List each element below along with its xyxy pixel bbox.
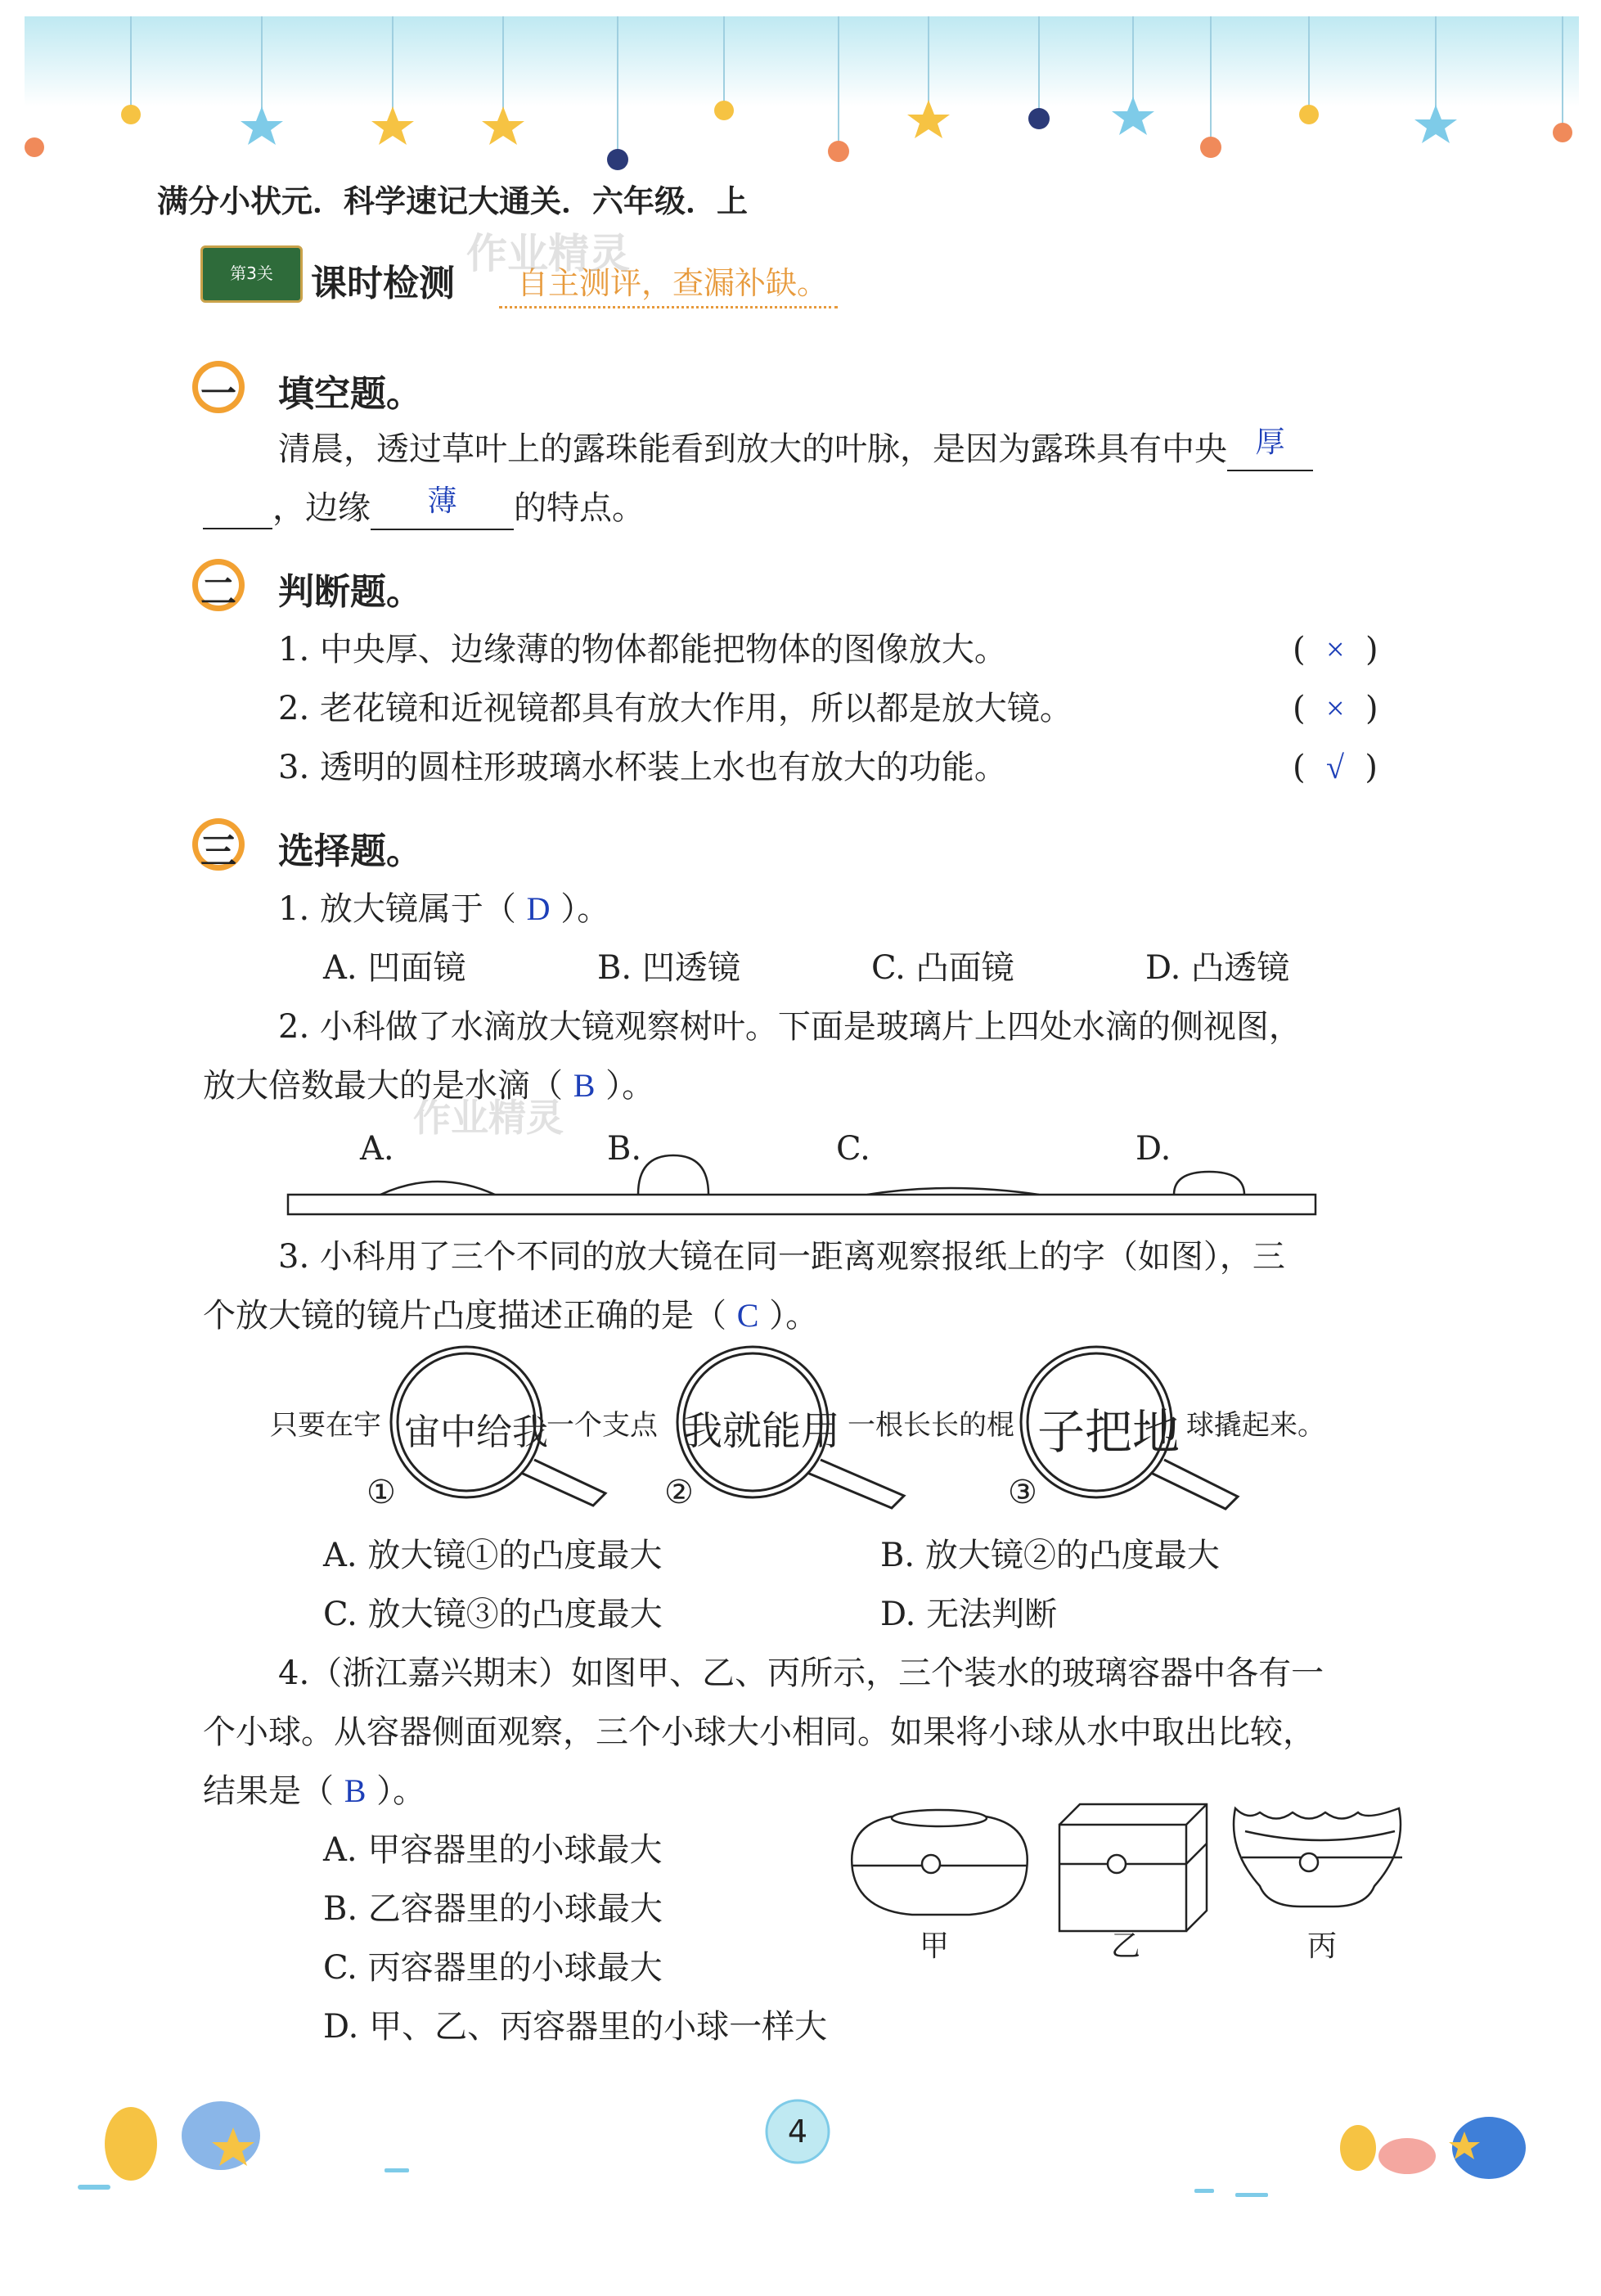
containers-figure (843, 1792, 1415, 1947)
stage-subtitle: 自主测评，查漏补缺。 (499, 258, 838, 308)
container-jia (852, 1810, 1028, 1915)
stage-title: 课时检测 (311, 263, 455, 304)
s3-q4-option: B. 乙容器里的小球最大 (323, 1890, 663, 1928)
s3-q2-answer: B (573, 1067, 596, 1104)
s2-item: 1. 中央厚、边缘薄的物体都能把物体的图像放大。 (278, 631, 1007, 669)
watermark-middle: 作业精灵 (413, 1096, 564, 1140)
magnifier-label-2: ② (664, 1474, 694, 1511)
s1-answer1: 厚 (1255, 425, 1285, 458)
drop-a (380, 1182, 495, 1195)
s2-answer-bracket: ( × ) (1293, 690, 1378, 727)
container-label-jia: 甲 (920, 1929, 950, 1963)
drop-label-d: D. (1136, 1130, 1172, 1168)
s3-q3-option: D. 无法判断 (880, 1596, 1058, 1633)
s3-q1-option: D. 凸透镜 (1145, 949, 1290, 987)
s3-q4-line3 (203, 1772, 425, 1811)
s3-q2-text-b: ）。 (605, 1067, 655, 1105)
s3-q2-line1: 2. 小科做了水滴放大镜观察树叶。下面是玻璃片上四处水滴的侧视图， (278, 1008, 1302, 1046)
s3-q2-text-a: 放大倍数最大的是水滴（ (203, 1067, 563, 1105)
section2-number: 二 (200, 571, 236, 613)
top-decoration (0, 0, 1601, 180)
s1-question-line2 (203, 484, 645, 530)
s3-q3-text-a: 个放大镜的镜片凸度描述正确的是（ (203, 1297, 726, 1335)
drop-d (1174, 1172, 1244, 1195)
sentence-part-3: 一根长长的棍 (848, 1409, 1014, 1442)
s2-answer: × (1326, 631, 1345, 668)
magnified-text-1: 宙中给我 (404, 1411, 548, 1453)
s3-q1-option: B. 凹透镜 (597, 949, 740, 987)
magnifier-label-1: ① (367, 1474, 396, 1511)
section1-number: 一 (200, 373, 236, 415)
s3-q4-line1: 4.（浙江嘉兴期末）如图甲、乙、丙所示，三个装水的玻璃容器中各有一 (278, 1654, 1324, 1692)
s3-q3-option: A. 放大镜①的凸度最大 (323, 1537, 663, 1574)
magnified-text-3: 子把地 (1037, 1404, 1181, 1460)
s1-blank1 (1227, 425, 1313, 471)
section3-title: 选择题。 (278, 831, 422, 872)
container-label-bing: 丙 (1307, 1929, 1338, 1963)
s1-answer2: 薄 (427, 484, 457, 517)
drop-label-a: A. (360, 1130, 394, 1168)
stage-badge-label: 第3关 (230, 263, 273, 283)
magnifier-3-handle (1151, 1460, 1238, 1509)
s3-q3-answer: C (736, 1297, 759, 1334)
drop-label-b: B. (607, 1130, 642, 1168)
drop-b (638, 1155, 708, 1195)
s3-q1-text-b: ）。 (560, 890, 610, 928)
section3-number: 三 (200, 831, 236, 872)
s3-q1-option: A. 凹面镜 (323, 949, 466, 987)
page-number: 4 (787, 2114, 808, 2150)
container-bing (1234, 1808, 1402, 1907)
s1-text-b: ，边缘 (272, 489, 371, 527)
glass-slide (288, 1195, 1315, 1214)
water-drops-diagram (278, 1154, 1325, 1227)
s3-q1-answer: D (526, 890, 551, 927)
magnifier-label-3: ③ (1008, 1474, 1037, 1511)
s3-q1-text-a: 1. 放大镜属于（ (278, 890, 516, 928)
magnifier-2-handle (807, 1460, 904, 1508)
s3-q4-line2: 个小球。从容器侧面观察，三个小球大小相同。如果将小球从水中取出比较， (203, 1713, 1315, 1751)
s3-q3-line1: 3. 小科用了三个不同的放大镜在同一距离观察报纸上的字（如图），三 (278, 1238, 1285, 1276)
s1-blank2 (371, 484, 514, 530)
s1-text-c: 的特点。 (514, 489, 645, 527)
s1-question-line1 (278, 425, 1313, 471)
s3-q4-text-a: 结果是（ (203, 1772, 334, 1810)
s2-answer-bracket: ( × ) (1293, 631, 1378, 669)
s3-q3-option: C. 放大镜③的凸度最大 (323, 1596, 663, 1633)
bottom-decoration (0, 2078, 1601, 2296)
s2-answer-bracket: ( √ ) (1293, 749, 1378, 786)
s3-q3-text-b: ）。 (769, 1297, 819, 1335)
s2-answer: × (1326, 690, 1345, 727)
s3-q4-option: C. 丙容器里的小球最大 (323, 1949, 663, 1987)
s1-text-a: 清晨，透过草叶上的露珠能看到放大的叶脉，是因为露珠具有中央 (278, 430, 1227, 468)
sentence-part-2: 一个支点 (546, 1409, 658, 1442)
s3-q4-answer: B (344, 1772, 367, 1809)
s2-item: 3. 透明的圆柱形玻璃水杯装上水也有放大的功能。 (278, 749, 1007, 786)
container-yi (1059, 1804, 1207, 1931)
s3-q4-option: D. 甲、乙、丙容器里的小球一样大 (323, 2008, 828, 2046)
drop-label-c: C. (836, 1130, 870, 1168)
section2-title: 判断题。 (278, 571, 422, 613)
s3-q3-line2 (203, 1296, 818, 1335)
s3-q3-option: B. 放大镜②的凸度最大 (880, 1537, 1220, 1574)
s3-q1 (278, 889, 609, 929)
s2-answer: √ (1326, 749, 1344, 786)
container-label-yi: 乙 (1111, 1929, 1141, 1963)
s2-item: 2. 老花镜和近视镜都具有放大作用，所以都是放大镜。 (278, 690, 1073, 727)
s3-q1-option: C. 凸面镜 (871, 949, 1014, 987)
sentence-part-1: 只要在宇 (270, 1409, 381, 1442)
s3-q4-text-b: ）。 (376, 1772, 426, 1810)
section1-title: 填空题。 (278, 373, 422, 415)
watermark-top: 作业精灵 (466, 230, 630, 277)
magnified-text-2: 我就能用 (683, 1408, 841, 1454)
s3-q4-option: A. 甲容器里的小球最大 (323, 1831, 663, 1869)
book-title: 满分小状元．科学速记大通关．六年级．上 (157, 183, 749, 219)
stage-badge (200, 245, 303, 303)
magnifier-1-handle (521, 1460, 605, 1506)
sentence-part-4: 球撬起来。 (1186, 1409, 1325, 1442)
